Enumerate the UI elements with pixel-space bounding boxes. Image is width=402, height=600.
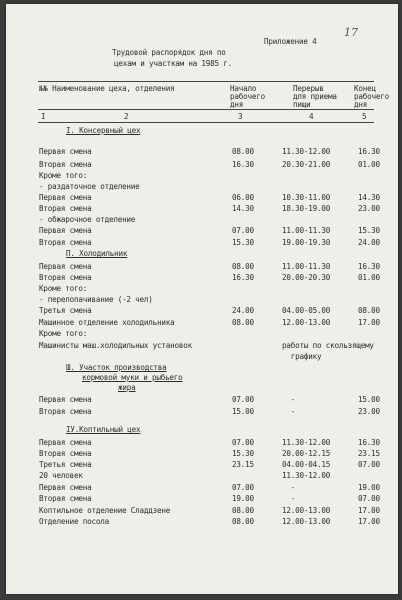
row-end-time: 07.00 — [358, 494, 380, 503]
header-rule-bottom — [38, 122, 374, 123]
title-line-2: цехам и участкам на 1985 г. — [114, 59, 233, 68]
row-name: Кроме того: — [39, 329, 88, 338]
row-name: Машинисты маш.холодильных установок — [39, 341, 193, 350]
row-end-time: 01.00 — [358, 160, 380, 169]
row-end-time: 17.00 — [358, 506, 380, 515]
row-name: Третья смена — [39, 460, 92, 469]
row-end-time: 23.15 — [358, 449, 380, 458]
row-start-time: 07.00 — [232, 483, 254, 492]
row-start-time: 08.00 — [232, 506, 254, 515]
header-rule-mid — [38, 109, 374, 110]
row-name: - перелопачивание (-2 чел) — [39, 295, 153, 304]
row-end-time: 23.00 — [358, 407, 380, 416]
row-start-time: 24.00 — [232, 306, 254, 315]
row-name: Кроме того: — [39, 284, 88, 293]
header-col-start-2: рабочего — [230, 92, 265, 101]
row-name: Вторая смена — [39, 204, 92, 213]
title-line-1: Трудовой распорядок дня по — [112, 48, 226, 57]
row-end-time: 16.30 — [358, 438, 380, 447]
row-name: Первая смена — [39, 193, 92, 202]
row-break-time: 20.00-12.15 — [282, 449, 331, 458]
col-number-1: I — [41, 112, 46, 121]
row-start-time: 08.00 — [232, 262, 254, 271]
row-name: Третья смена — [39, 306, 92, 315]
row-name: 20 человек — [39, 471, 83, 480]
row-name: Первая смена — [39, 262, 92, 271]
row-name: Отделение посола — [39, 517, 109, 526]
section-heading: кормовой муки и рыбьего — [82, 373, 183, 382]
section-heading: Ш. Участок производства — [66, 363, 167, 372]
col-number-5: 5 — [362, 112, 367, 121]
appendix-label: Приложение 4 — [264, 37, 317, 46]
handwritten-page-number: 17 — [344, 26, 358, 39]
row-break-time: 12.00-13.00 — [282, 506, 331, 515]
row-break-time: 12.00-13.00 — [282, 517, 331, 526]
row-end-time: 16.30 — [358, 147, 380, 156]
row-end-time: 15.30 — [358, 226, 380, 235]
row-start-time: 07.00 — [232, 395, 254, 404]
col-number-2: 2 — [124, 112, 129, 121]
row-break-time: 11.30-12.00 — [282, 471, 331, 480]
row-end-time: 01.00 — [358, 273, 380, 282]
row-end-time: 17.00 — [358, 318, 380, 327]
row-end-time: 16.30 — [358, 262, 380, 271]
row-break-time: 20.30-21.00 — [282, 160, 331, 169]
row-end-time: 19.00 — [358, 483, 380, 492]
row-start-time: 15.30 — [232, 238, 254, 247]
col-number-3: 3 — [238, 112, 243, 121]
header-col-start-1: Начало — [230, 84, 257, 93]
row-break-time: 18.30-19.00 — [282, 204, 331, 213]
row-start-time: 08.00 — [232, 318, 254, 327]
row-name: Первая смена — [39, 147, 92, 156]
row-end-time: 23.00 — [358, 204, 380, 213]
row-start-time: 15.30 — [232, 449, 254, 458]
header-col-end-2: рабочего — [354, 92, 389, 101]
row-break-time: - — [282, 483, 296, 492]
row-break-time: 12.00-13.00 — [282, 318, 331, 327]
row-name: Коптильное отделение Сладдзене — [39, 506, 171, 515]
row-name: Вторая смена — [39, 407, 92, 416]
row-break-time: 11.00-11.30 — [282, 262, 331, 271]
row-start-time: 08.00 — [232, 147, 254, 156]
row-end-time: 17.00 — [358, 517, 380, 526]
row-name: Вторая смена — [39, 273, 92, 282]
row-end-time: 08.00 — [358, 306, 380, 315]
row-start-time: 19.00 — [232, 494, 254, 503]
row-name: Вторая смена — [39, 238, 92, 247]
row-break-time: - — [282, 494, 296, 503]
section-heading: I. Консервный цех — [66, 126, 141, 135]
row-start-time: 16.30 — [232, 273, 254, 282]
row-break-time: 11.30-12.00 — [282, 438, 331, 447]
row-name: Вторая смена — [39, 494, 92, 503]
section-heading: жира — [118, 383, 136, 392]
row-break-time: 11.30-12.00 — [282, 147, 331, 156]
row-break-time: - — [282, 395, 296, 404]
row-start-time: 07.00 — [232, 438, 254, 447]
header-col-end-3: дня — [354, 100, 368, 109]
row-start-time: 23.15 — [232, 460, 254, 469]
row-break-time: 11.00-11.30 — [282, 226, 331, 235]
row-end-time: 07.00 — [358, 460, 380, 469]
header-rule-top — [38, 81, 374, 82]
row-start-time: 08.00 — [232, 517, 254, 526]
header-col-break-2: для приема — [293, 92, 337, 101]
row-break-time: работы по скользящему — [282, 341, 374, 350]
row-name: Первая смена — [39, 226, 92, 235]
row-break-time: - — [282, 407, 296, 416]
header-col-start-3: дня — [230, 100, 244, 109]
row-name: Первая смена — [39, 395, 92, 404]
row-name: Первая смена — [39, 438, 92, 447]
row-start-time: 14.30 — [232, 204, 254, 213]
section-heading: IУ.Коптильный цех — [66, 425, 141, 434]
col-number-4: 4 — [309, 112, 314, 121]
row-name: - обжарочное отделение — [39, 215, 136, 224]
row-end-time: 14.30 — [358, 193, 380, 202]
row-start-time: 07.00 — [232, 226, 254, 235]
row-end-time: 15.00 — [358, 395, 380, 404]
row-break-time: 04.00-05.00 — [282, 306, 331, 315]
header-col-break-3: пищи — [293, 100, 311, 109]
row-end-time: 24.00 — [358, 238, 380, 247]
row-break-time: 04.00-04.15 — [282, 460, 331, 469]
header-col-end-1: Конец — [354, 84, 376, 93]
header-col-name: №№ Наименование цеха, отделения — [39, 84, 175, 93]
row-name: - раздаточное отделение — [39, 182, 140, 191]
row-name: Кроме того: — [39, 171, 88, 180]
row-name: Вторая смена — [39, 449, 92, 458]
section-heading: П. Холодильник — [66, 249, 128, 258]
row-start-time: 06.00 — [232, 193, 254, 202]
row-break-time: графику — [282, 352, 322, 361]
row-start-time: 15.00 — [232, 407, 254, 416]
row-name: Машинное отделение холодильника — [39, 318, 175, 327]
row-start-time: 16.30 — [232, 160, 254, 169]
row-break-time: 19.00-19.30 — [282, 238, 331, 247]
row-name: Первая смена — [39, 483, 92, 492]
row-break-time: 20.00-20.30 — [282, 273, 331, 282]
document-page — [6, 4, 398, 594]
row-name: Вторая смена — [39, 160, 92, 169]
row-break-time: 10.30-11.00 — [282, 193, 331, 202]
header-col-break-1: Перерыв — [293, 84, 324, 93]
